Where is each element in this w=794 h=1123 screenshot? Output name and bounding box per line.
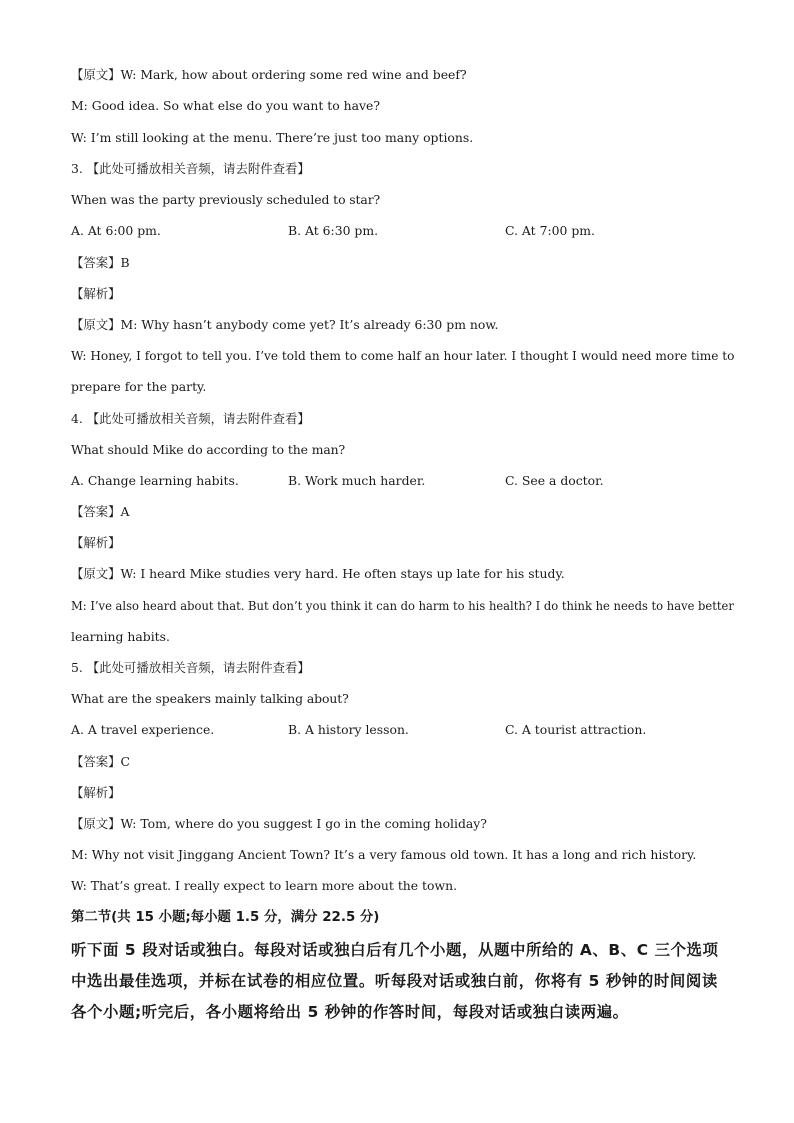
q3-option-b: B. At 6:30 pm. — [288, 223, 379, 238]
question-5-header: 5. 【此处可播放相关音频，请去附件查看】 — [71, 660, 310, 675]
q3-transcript-line: 【原文】M: Why hasn’t anybody come yet? It’s already 6:30 pm now. — [71, 317, 499, 332]
q3-transcript-line: W: Honey, I forgot to tell you. I’ve told them to come half an hour later. I thought I would need more time to — [71, 348, 735, 363]
question-5-text: What are the speakers mainly talking about? — [71, 691, 349, 706]
q4-transcript-line: learning habits. — [71, 629, 170, 644]
question-4-header: 4. 【此处可播放相关音频，请去附件查看】 — [71, 411, 310, 426]
q5-analysis-label: 【解析】 — [71, 785, 121, 800]
q4-analysis-label: 【解析】 — [71, 535, 121, 550]
section-2-instructions: 各个小题;听完后，各小题将给出 5 秒钟的作答时间，每段对话或独白读两遍。 — [71, 1003, 629, 1021]
q5-transcript-line: M: Why not visit Jinggang Ancient Town? It’s a very famous old town. It has a long and rich history. — [71, 847, 697, 862]
q4-answer: 【答案】A — [71, 504, 130, 519]
q3-option-c: C. At 7:00 pm. — [505, 223, 595, 238]
q5-transcript-line: W: That’s great. I really expect to learn more about the town. — [71, 878, 458, 893]
q3-answer: 【答案】B — [71, 255, 130, 270]
question-4-text: What should Mike do according to the man? — [71, 442, 346, 457]
question-3-header: 3. 【此处可播放相关音频，请去附件查看】 — [71, 161, 310, 176]
section-2-instructions: 中选出最佳选项，并标在试卷的相应位置。听每段对话或独白前，你将有 5 秒钟的时间阅读 — [71, 972, 718, 990]
q4-option-b: B. Work much harder. — [288, 473, 426, 488]
q5-option-c: C. A tourist attraction. — [505, 722, 647, 737]
q5-transcript-line: 【原文】W: Tom, where do you suggest I go in the coming holiday? — [71, 816, 487, 831]
question-3-text: When was the party previously scheduled to star? — [71, 192, 381, 207]
q3-analysis-label: 【解析】 — [71, 286, 121, 301]
section-2-instructions: 听下面 5 段对话或独白。每段对话或独白后有几个小题，从题中所给的 A、B、C 三个选项 — [71, 941, 719, 959]
q4-transcript-line: M: I’ve also heard about that. But don’t you think it can do harm to his health? I do think he needs to have better — [71, 598, 734, 613]
q3-transcript-line: prepare for the party. — [71, 379, 207, 394]
transcript-line: 【原文】W: Mark, how about ordering some red wine and beef? — [71, 67, 467, 82]
q5-option-b: B. A history lesson. — [288, 722, 409, 737]
q4-option-c: C. See a doctor. — [505, 473, 604, 488]
q4-transcript-line: 【原文】W: I heard Mike studies very hard. He often stays up late for his study. — [71, 566, 565, 581]
transcript-line: W: I’m still looking at the menu. There’re just too many options. — [71, 130, 474, 145]
transcript-line: M: Good idea. So what else do you want to have? — [71, 98, 381, 113]
q5-answer: 【答案】C — [71, 754, 131, 769]
section-2-title: 第二节(共 15 小题;每小题 1.5 分，满分 22.5 分) — [71, 910, 380, 925]
q3-option-a: A. At 6:00 pm. — [71, 223, 161, 238]
q4-option-a: A. Change learning habits. — [71, 473, 239, 488]
q5-option-a: A. A travel experience. — [71, 722, 215, 737]
